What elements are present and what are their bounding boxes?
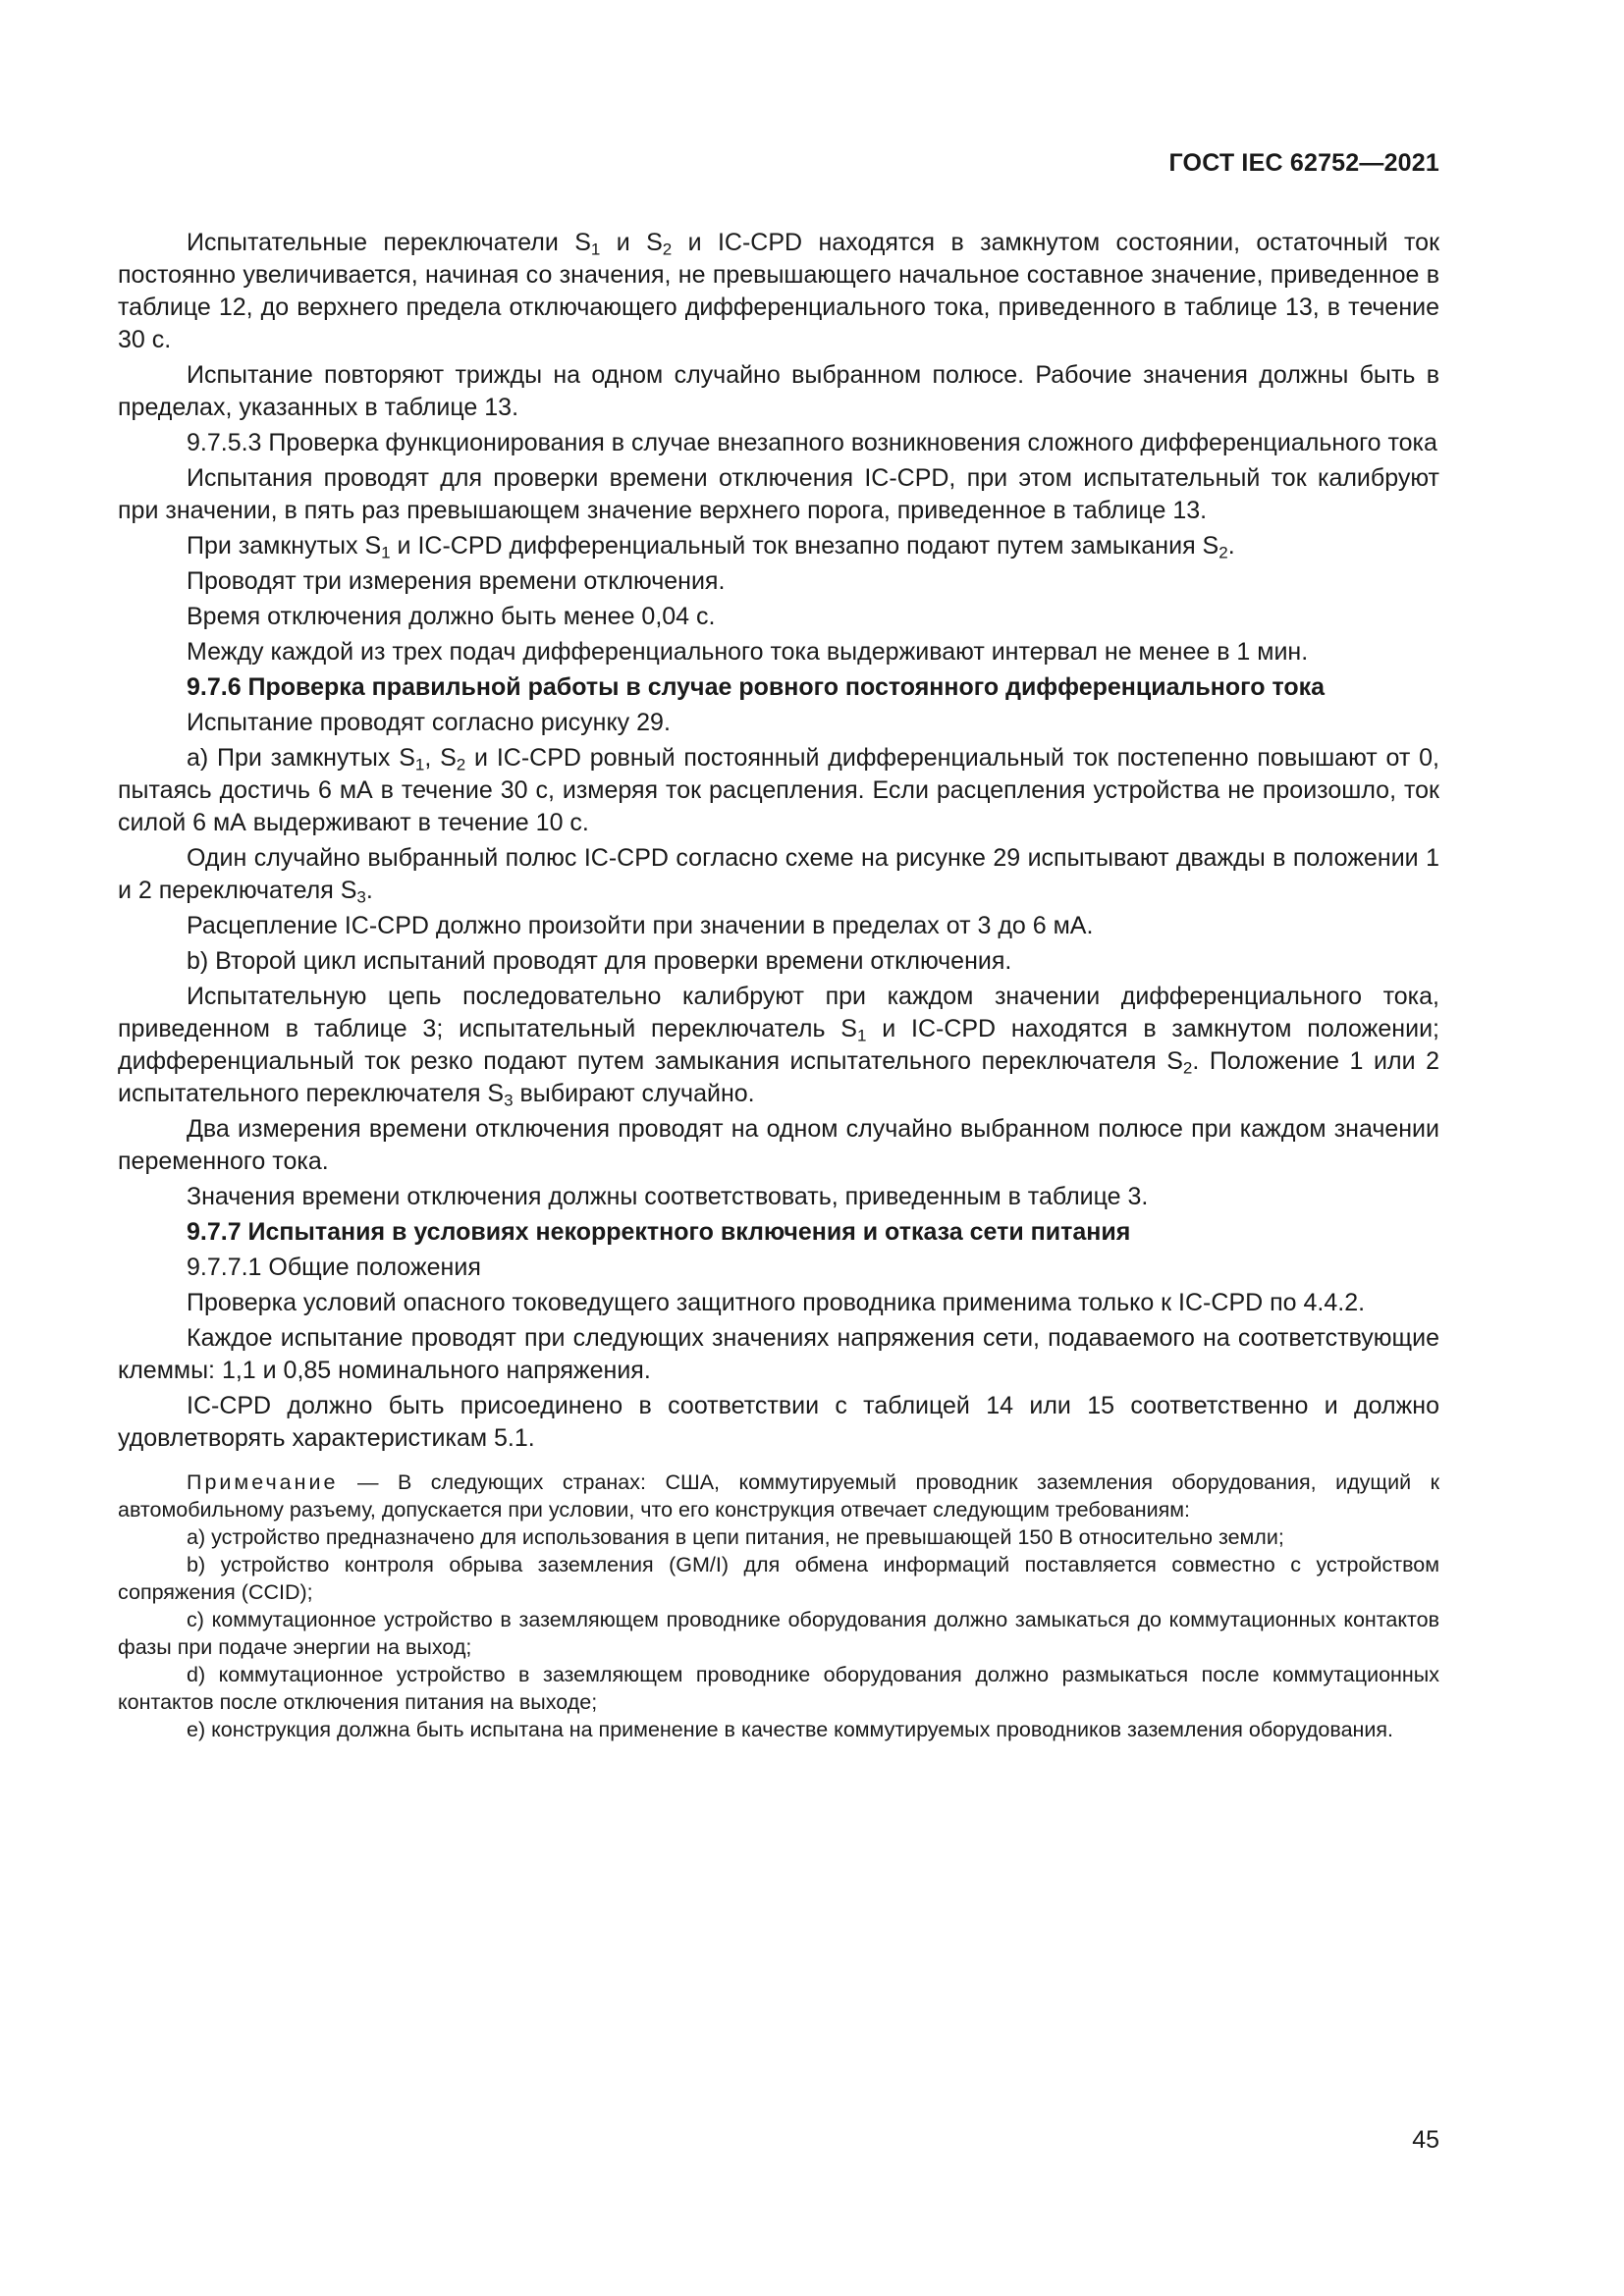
note-intro: Примечание — В следующих странах: США, коммутируемый проводник заземления оборудования, идущий к автомобильному разъему, допускается при условии, что его конструкция отвечает следующим требованиям: xyxy=(118,1470,1439,1522)
document-header: ГОСТ IEC 62752—2021 xyxy=(1168,149,1439,177)
paragraph: Значения времени отключения должны соответствовать, приведенным в таблице 3. xyxy=(187,1183,1149,1210)
paragraph: Проводят три измерения времени отключения. xyxy=(187,567,726,595)
paragraph: Испытания проводят для проверки времени отключения IC-CPD, при этом испытательный ток калибруют при значении, в пять раз превышающем значение верхнего порога, приведенное в таблице 13. xyxy=(118,464,1439,524)
paragraph: Проверка условий опасного токоведущего защитного проводника применима только к IC-CPD по 4.4.2. xyxy=(187,1289,1366,1316)
subsection-heading-9-7-5-3: 9.7.5.3 Проверка функционирования в случае внезапного возникновения сложного дифференциального тока xyxy=(187,429,1437,456)
paragraph: Один случайно выбранный полюс IC-CPD согласно схеме на рисунке 29 испытывают дважды в положении 1 и 2 переключателя $S_3$. xyxy=(118,844,1439,907)
paragraph: IC-CPD должно быть присоединено в соответствии с таблицей 14 или 15 соответственно и должно удовлетворять характеристикам 5.1. xyxy=(118,1392,1439,1452)
paragraph: Два измерения времени отключения проводят на одном случайно выбранном полюсе при каждом значении переменного тока. xyxy=(118,1115,1439,1175)
paragraph: Испытательную цепь последовательно калибруют при каждом значении дифференциального тока, приведенном в таблице 3; испытательный переключатель $S_1$ и IC-CPD находятся в замкнутом положении; дифференциальный ток резко подают путем замыкания испытательного переключателя $S_2$. Положение 1 или 2 испытательного переключателя $S_3$ выбирают случайно. xyxy=(118,983,1440,1110)
section-heading-9-7-6: 9.7.6 Проверка правильной работы в случае ровного постоянного дифференциального тока xyxy=(187,673,1326,701)
note-item-b: b) устройство контроля обрыва заземления (GM/I) для обмена информаций поставляется совместно с устройством сопряжения (CCID); xyxy=(118,1553,1439,1604)
note-item-e: e) конструкция должна быть испытана на применение в качестве коммутируемых проводников заземления оборудования. xyxy=(187,1718,1394,1741)
note-block xyxy=(118,1468,1439,1743)
note-label: Примечание xyxy=(187,1470,339,1494)
document-body xyxy=(118,227,1439,1743)
note-item-a: а) устройство предназначено для использования в цепи питания, не превышающей 150 В относительно земли; xyxy=(187,1525,1284,1549)
section-heading-9-7-7: 9.7.7 Испытания в условиях некорректного включения и отказа сети питания xyxy=(187,1218,1131,1246)
paragraph: Время отключения должно быть менее 0,04 с. xyxy=(187,603,716,630)
paragraph: Каждое испытание проводят при следующих значениях напряжения сети, подаваемого на соответствующие клеммы: 1,1 и 0,85 номинального напряжения. xyxy=(118,1324,1439,1384)
note-item-d: d) коммутационное устройство в заземляющем проводнике оборудования должно размыкаться после коммутационных контактов после отключения питания на выходе; xyxy=(118,1663,1439,1714)
paragraph: При замкнутых $S_1$ и IC-CPD дифференциальный ток внезапно подают путем замыкания $S_2$. xyxy=(187,532,1235,562)
paragraph: Между каждой из трех подач дифференциального тока выдерживают интервал не менее в 1 мин. xyxy=(187,638,1309,666)
paragraph: Испытание проводят согласно рисунку 29. xyxy=(187,709,671,736)
paragraph: b) Второй цикл испытаний проводят для проверки времени отключения. xyxy=(187,947,1012,975)
paragraph: Испытательные переключатели $S_1$ и $S_2$ и IC-CPD находятся в замкнутом состоянии, остаточный ток постоянно увеличивается, начиная со значения, не превышающего начальное составное значение, приведенное в таблице 12, до верхнего предела отключающего дифференциального тока, приведенного в таблице 13, в течение 30 с. xyxy=(118,229,1440,353)
page-number: 45 xyxy=(1412,2126,1439,2154)
paragraph: a) При замкнутых $S_1$, $S_2$ и IC-CPD ровный постоянный дифференциальный ток постепенно повышают от 0, пытаясь достичь 6 мА в течение 30 с, измеряя ток расцепления. Если расцепления устройства не произошло, ток силой 6 мА выдерживают в течение 10 с. xyxy=(118,744,1439,836)
paragraph: Испытание повторяют трижды на одном случайно выбранном полюсе. Рабочие значения должны быть в пределах, указанных в таблице 13. xyxy=(118,361,1439,421)
paragraph: Расцепление IC-CPD должно произойти при значении в пределах от 3 до 6 мА. xyxy=(187,912,1094,939)
subsection-heading-9-7-7-1: 9.7.7.1 Общие положения xyxy=(187,1254,481,1281)
note-item-c: c) коммутационное устройство в заземляющем проводнике оборудования должно замыкаться до коммутационных контактов фазы при подаче энергии на выход; xyxy=(118,1608,1439,1659)
